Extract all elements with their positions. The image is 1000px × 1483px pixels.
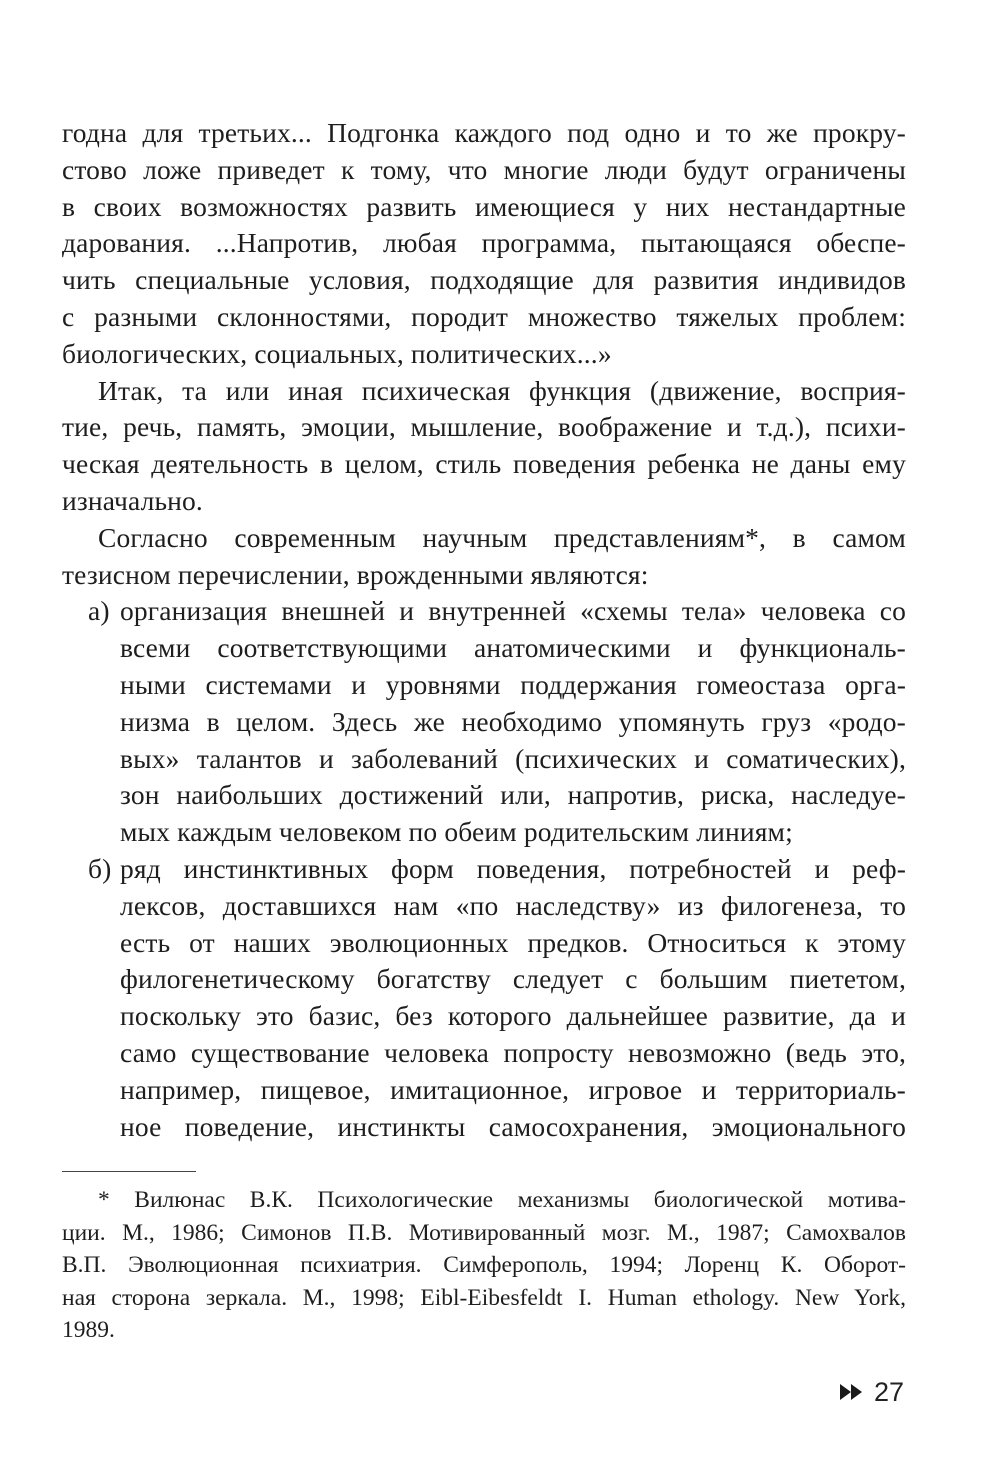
list-marker-a: а) bbox=[88, 595, 110, 627]
list-item-text: зон наибольших достижений или, напротив, риска, наследуе- bbox=[120, 779, 906, 811]
list-item-text: вых» талантов и заболеваний (психических и соматических), bbox=[120, 742, 906, 774]
main-text bbox=[62, 115, 906, 1145]
list-item-text: ными системами и уровнями поддержания гомеостаза орга- bbox=[120, 668, 906, 700]
page-footer bbox=[840, 1374, 904, 1410]
text-line: годна для третьих... Подгонка каждого под одно и то же прокру- bbox=[62, 117, 906, 148]
text-line: тезисном перечислении, врожденными являются: bbox=[62, 558, 649, 590]
text-line: тие, речь, память, эмоции, мышление, воображение и т.д.), психи- bbox=[62, 411, 906, 443]
text-line: чить специальные условия, подходящие для развития индивидов bbox=[62, 264, 906, 296]
list-item-text: мых каждым человеком по обеим родительским линиям; bbox=[120, 816, 793, 848]
list-item-text: лексов, доставшихся нам «по наследству» из филогенеза, то bbox=[120, 889, 906, 921]
text-line: в своих возможностях развить имеющиеся у них нестандартные bbox=[62, 190, 906, 222]
list-item-a-line bbox=[62, 593, 906, 630]
fast-forward-icon bbox=[840, 1384, 862, 1400]
text-line: изначально. bbox=[62, 484, 203, 516]
footnote-line: * Вилюнас В.К. Психологические механизмы биологической мотива- bbox=[98, 1187, 906, 1213]
text-line: стово ложе приведет к тому, что многие люди будут ограничены bbox=[62, 153, 906, 185]
footnote-line: 1989. bbox=[62, 1317, 115, 1343]
footnote-line: ции. М., 1986; Симонов П.В. Мотивированный мозг. М., 1987; Самохвалов bbox=[62, 1219, 906, 1246]
footnote-divider bbox=[62, 1171, 196, 1172]
text-line: биологических, социальных, политических...» bbox=[62, 337, 612, 369]
list-item-text: филогенетическому богатству следует с большим пиететом, bbox=[120, 963, 906, 995]
list-item-text: низма в целом. Здесь же необходимо упомянуть груз «родо- bbox=[120, 705, 906, 737]
list-item-text: есть от наших эволюционных предков. Относиться к этому bbox=[120, 926, 906, 958]
list-item-text: всеми соответствующими анатомическими и функциональ- bbox=[120, 632, 906, 664]
text-line: Согласно современным научным представлениям*, в самом bbox=[98, 521, 906, 553]
list-item-b-line bbox=[62, 851, 906, 888]
list-marker-b: б) bbox=[88, 852, 112, 884]
footnote bbox=[62, 1184, 906, 1347]
text-line: ческая деятельность в целом, стиль поведения ребенка не даны ему bbox=[62, 448, 906, 480]
list-item-text: само существование человека попросту невозможно (ведь это, bbox=[120, 1036, 906, 1068]
list-item-text: поскольку это базис, без которого дальнейшее развитие, да и bbox=[120, 1000, 906, 1032]
text-line: с разными склонностями, породит множество тяжелых проблем: bbox=[62, 300, 906, 332]
list-item-text: ное поведение, инстинкты самосохранения, эмоционального bbox=[120, 1110, 906, 1142]
text-line: дарования. ...Напротив, любая программа, пытающаяся обеспе- bbox=[62, 227, 906, 259]
list-item-text: организация внешней и внутренней «схемы тела» человека со bbox=[120, 595, 906, 627]
text-line: Итак, та или иная психическая функция (движение, восприя- bbox=[98, 374, 906, 406]
footnote-line: ная сторона зеркала. М., 1998; Eibl-Eibesfeldt I. Human ethology. New York, bbox=[62, 1284, 906, 1311]
list-item-text: ряд инстинктивных форм поведения, потребностей и реф- bbox=[120, 852, 906, 884]
footnote-line: В.П. Эволюционная психиатрия. Симферополь, 1994; Лоренц К. Оборот- bbox=[62, 1252, 906, 1278]
list-item-text: например, пищевое, имитационное, игровое и территориаль- bbox=[120, 1073, 906, 1105]
page-number: 27 bbox=[873, 1376, 904, 1407]
